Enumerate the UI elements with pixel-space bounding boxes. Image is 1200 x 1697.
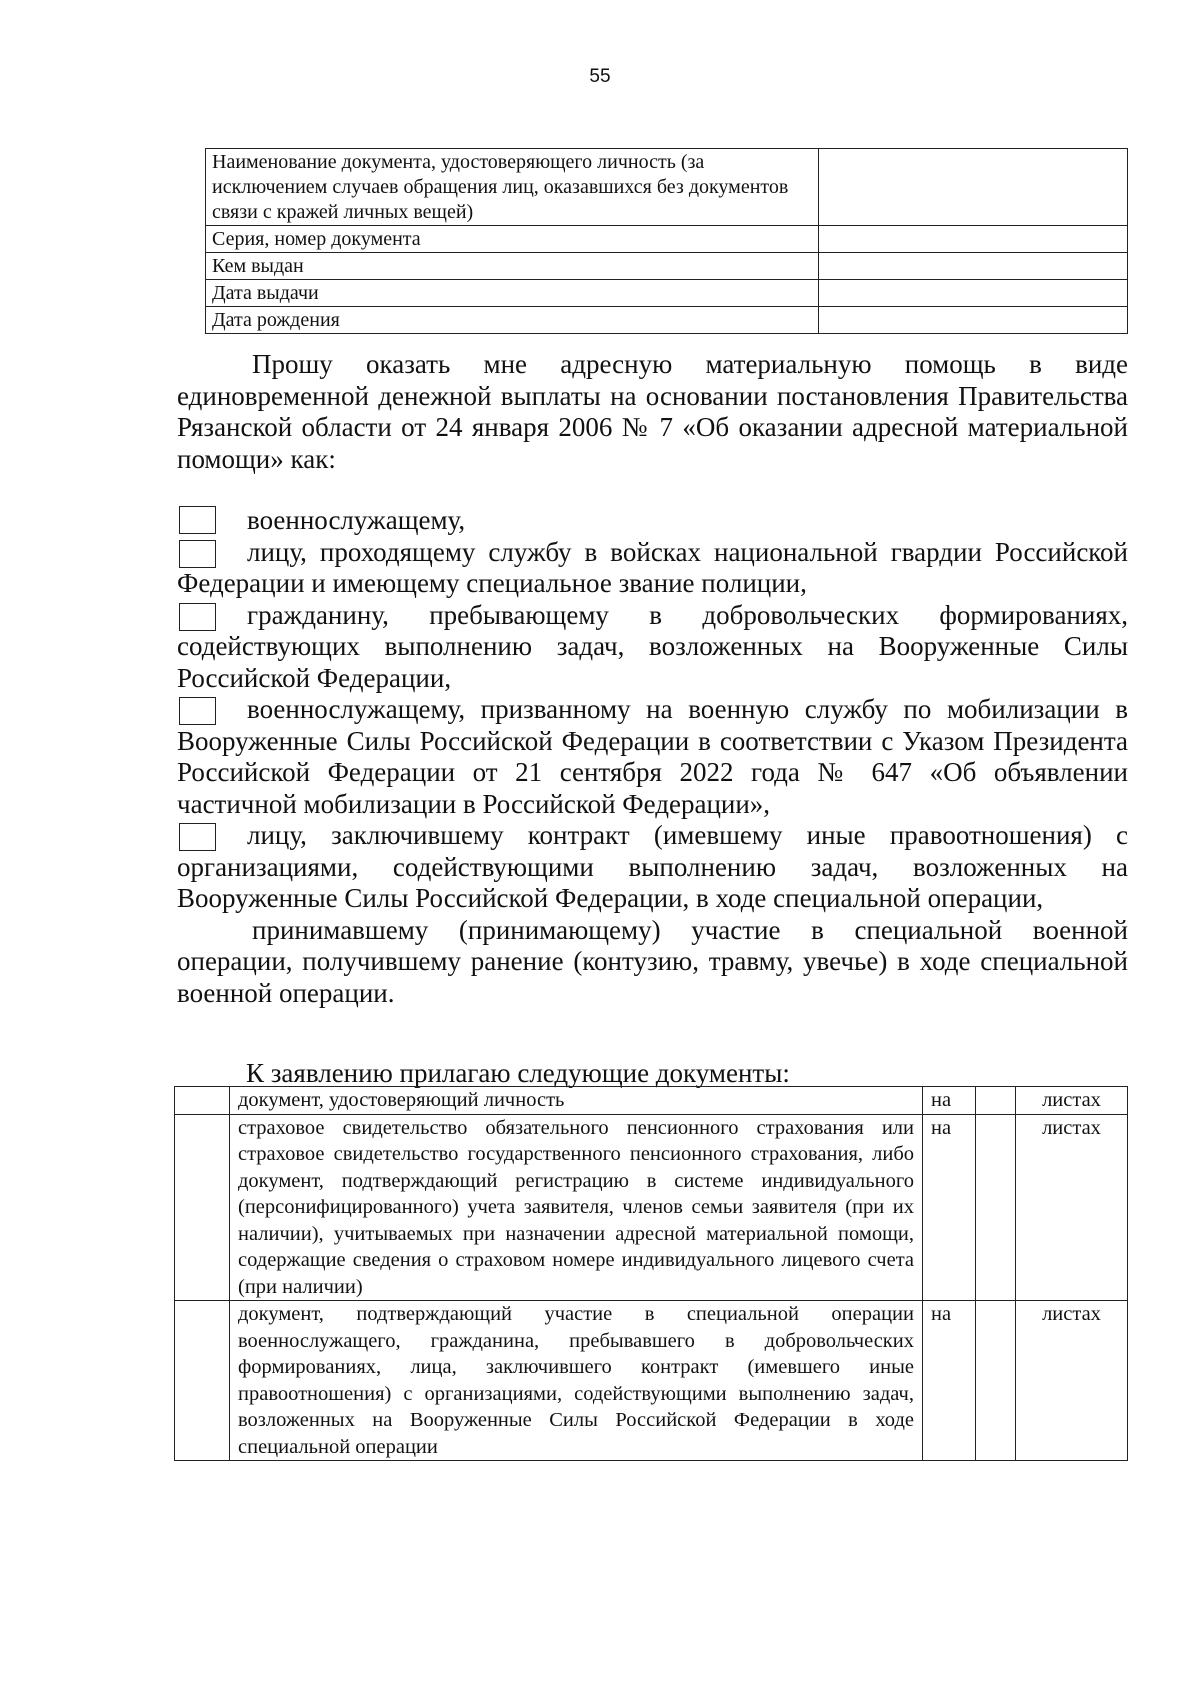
attachment-description: страховое свидетельство обязательного пенсионного страхования или страховое свидетельство государственного пенсионного страхования, либо документ, подтверждающий регистрацию в системе индивидуального (персонифицированного) учета заявителя, членов семьи заявителя (при их наличии), учитываемых при назначении адресной материальной помощи, содержащие сведения о страховом номере индивидуального лицевого счета (при наличии) bbox=[230, 1114, 923, 1301]
attachment-sheets-field[interactable] bbox=[976, 1087, 1016, 1115]
table-row bbox=[175, 1301, 1128, 1461]
option-mobilized bbox=[177, 694, 1128, 820]
series-number-field[interactable] bbox=[819, 226, 1128, 253]
request-section bbox=[177, 349, 1128, 1009]
attachment-on-label: на bbox=[923, 1114, 976, 1301]
table-row bbox=[175, 1114, 1128, 1301]
identity-doc-name-field[interactable] bbox=[819, 149, 1128, 226]
attachment-sheets-label: листах bbox=[1016, 1114, 1128, 1301]
attachments-intro: К заявлению прилагаю следующие документы: bbox=[246, 1058, 790, 1088]
issue-date-field[interactable] bbox=[819, 280, 1128, 307]
table-row bbox=[175, 1087, 1128, 1115]
attachment-sheets-label: листах bbox=[1016, 1301, 1128, 1461]
attachment-checkbox-cell[interactable] bbox=[175, 1114, 230, 1301]
attachment-on-label: на bbox=[923, 1087, 976, 1115]
participation-paragraph: принимавшему (принимающему) участие в специальной военной операции, получившему ранение (контузию, травму, увечье) в ходе специальной военной операции. bbox=[177, 914, 1128, 1008]
option-serviceman bbox=[177, 505, 1128, 537]
identity-table bbox=[205, 148, 1128, 334]
request-paragraph: Прошу оказать мне адресную материальную помощь в виде единовременной денежной выплаты на основании постановления Правительства Рязанской области от 24 января 2006 № 7 «Об оказании адресной материальной помощи» как: bbox=[177, 349, 1128, 474]
option-checkbox[interactable] bbox=[179, 540, 216, 568]
attachment-checkbox-cell[interactable] bbox=[175, 1301, 230, 1461]
option-checkbox[interactable] bbox=[179, 823, 216, 851]
attachments-table bbox=[174, 1086, 1128, 1461]
attachment-sheets-label: листах bbox=[1016, 1087, 1128, 1115]
page-number: 55 bbox=[589, 66, 611, 87]
identity-doc-name-label: Наименование документа, удостоверяющего личность (за исключением случаев обращения лиц, оказавшихся без документов связи с кражей личных вещей) bbox=[206, 149, 819, 226]
attachment-checkbox-cell[interactable] bbox=[175, 1087, 230, 1115]
issued-by-field[interactable] bbox=[819, 253, 1128, 280]
table-row bbox=[206, 280, 1128, 307]
attachment-sheets-field[interactable] bbox=[976, 1114, 1016, 1301]
attachment-description: документ, подтверждающий участие в специальной операции военнослужащего, гражданина, пребывавшего в добровольческих формированиях, лица, заключившего контракт (имевшего иные правоотношения) с организациями, содействующими выполнению задач, возложенных на Вооруженные Силы Российской Федерации в ходе специальной операции bbox=[230, 1301, 923, 1461]
issue-date-label: Дата выдачи bbox=[206, 280, 819, 307]
table-row bbox=[206, 307, 1128, 334]
birth-date-label: Дата рождения bbox=[206, 307, 819, 334]
option-text: военнослужащему, призванному на военную службу по мобилизации в Вооруженные Силы Российской Федерации в соответствии с Указом Президента Российской Федерации от 21 сентября 2022 года № 647 «Об объявлении частичной мобилизации в Российской Федерации», bbox=[177, 694, 1128, 819]
option-checkbox[interactable] bbox=[179, 506, 216, 534]
option-volunteer bbox=[177, 600, 1128, 695]
attachment-description: документ, удостоверяющий личность bbox=[230, 1087, 923, 1115]
option-checkbox[interactable] bbox=[179, 697, 216, 725]
issued-by-label: Кем выдан bbox=[206, 253, 819, 280]
option-contractor bbox=[177, 820, 1128, 915]
option-text: военнослужащему, bbox=[247, 505, 466, 535]
attachment-sheets-field[interactable] bbox=[976, 1301, 1016, 1461]
option-national-guard bbox=[177, 537, 1128, 600]
option-text: лицу, заключившему контракт (имевшему иные правоотношения) с организациями, содействующими выполнению задач, возложенных на Вооруженные Силы Российской Федерации, в ходе специальной операции, bbox=[177, 820, 1128, 913]
option-checkbox[interactable] bbox=[179, 603, 216, 631]
option-text: лицу, проходящему службу в войсках национальной гвардии Российской Федерации и имеющему специальное звание полиции, bbox=[177, 536, 1128, 598]
birth-date-field[interactable] bbox=[819, 307, 1128, 334]
option-text: гражданину, пребывающему в добровольческих формированиях, содействующих выполнению задач, возложенных на Вооруженные Силы Российской Федерации, bbox=[177, 599, 1128, 693]
attachment-on-label: на bbox=[923, 1301, 976, 1461]
table-row bbox=[206, 253, 1128, 280]
series-number-label: Серия, номер документа bbox=[206, 226, 819, 253]
table-row bbox=[206, 226, 1128, 253]
table-row bbox=[206, 149, 1128, 226]
